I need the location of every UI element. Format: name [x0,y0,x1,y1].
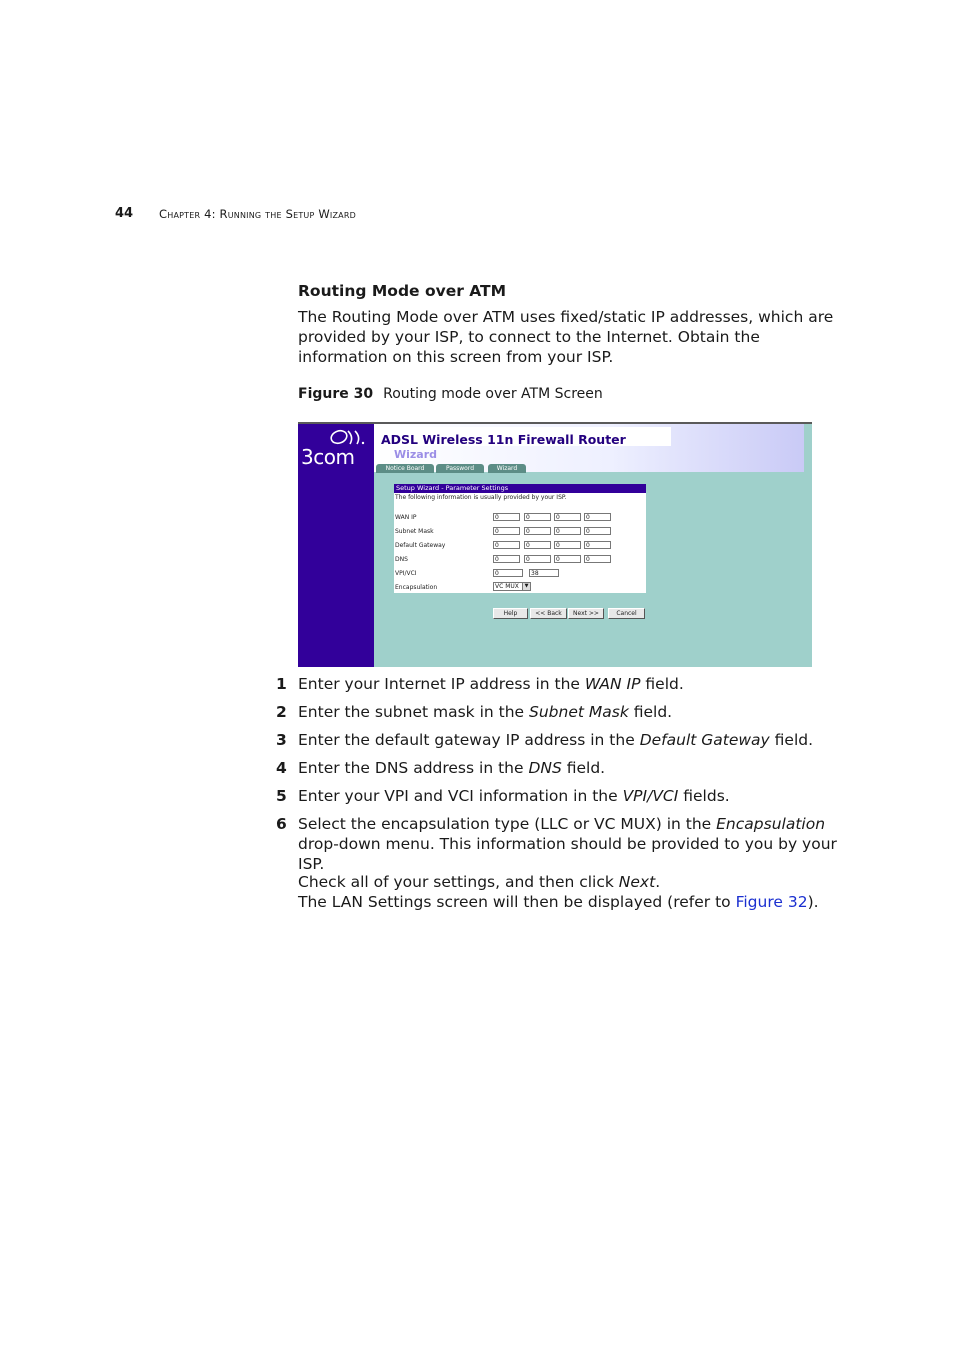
figure-caption [298,386,603,402]
step-text: Enter the subnet mask in the Subnet Mask field. [298,703,673,721]
closing-line-2: The LAN Settings screen will then be displayed (refer to Figure 32). [298,893,819,911]
subnet-mask-label: Subnet Mask [395,528,434,535]
logo-swirl-icon [328,428,366,446]
step-number: 1 [276,675,287,693]
step-text: Enter the default gateway IP address in the Default Gateway field. [298,731,814,749]
parameter-form [394,484,646,593]
closing-paragraph [298,872,838,912]
form-title: Setup Wizard - Parameter Settings [394,484,646,493]
help-button[interactable]: Help [493,608,528,619]
tab-password[interactable]: Password [436,464,484,473]
dns-octet-2[interactable]: 0 [524,555,551,563]
default-gateway-octet-3[interactable]: 0 [554,541,581,549]
wan-ip-label: WAN IP [395,514,417,521]
sidebar [298,424,374,667]
form-note: The following information is usually provided by your ISP. [395,494,567,501]
closing-line-1: Check all of your settings, and then click Next. [298,873,661,891]
step-text: Enter your Internet IP address in the WAN IP field. [298,675,684,693]
step-number: 3 [276,731,287,749]
dns-octet-3[interactable]: 0 [554,555,581,563]
default-gateway-octet-4[interactable]: 0 [584,541,611,549]
dns-label: DNS [395,556,408,563]
logo-3com: 3com [301,445,355,469]
vci-input[interactable]: 38 [529,569,559,577]
page-label: Wizard [394,448,438,461]
encapsulation-value: VC MUX [495,583,519,590]
dns-octet-1[interactable]: 0 [493,555,520,563]
chevron-down-icon: ▼ [522,583,530,590]
encapsulation-select[interactable] [493,582,531,591]
wan-ip-octet-4[interactable]: 0 [584,513,611,521]
product-title: ADSL Wireless 11n Firewall Router [381,432,626,447]
step-number: 5 [276,787,287,805]
tab-notice-board[interactable]: Notice Board [376,464,434,473]
encapsulation-label: Encapsulation [395,584,438,591]
running-header [159,207,356,221]
tab-wizard[interactable]: Wizard [488,464,526,473]
intro-paragraph [298,307,838,367]
intro-text: The Routing Mode over ATM uses fixed/static IP addresses, which are provided by your ISP, to connect to the Internet. Obtain the information on this screen from your ISP. [298,308,834,366]
wan-ip-octet-3[interactable]: 0 [554,513,581,521]
back-button[interactable]: << Back [530,608,567,619]
step-number: 4 [276,759,287,777]
subnet-mask-octet-1[interactable]: 0 [493,527,520,535]
cancel-button[interactable]: Cancel [608,608,645,619]
router-screenshot [298,422,812,667]
default-gateway-octet-2[interactable]: 0 [524,541,551,549]
subnet-mask-octet-2[interactable]: 0 [524,527,551,535]
step-text: Select the encapsulation type (LLC or VC MUX) in the Encapsulation drop-down menu. This information should be provided to you by your ISP. [298,815,837,873]
step-number: 6 [276,815,287,833]
wan-ip-octet-1[interactable]: 0 [493,513,520,521]
vpi-input[interactable]: 0 [493,569,523,577]
figure-32-link[interactable]: Figure 32 [735,893,808,911]
default-gateway-octet-1[interactable]: 0 [493,541,520,549]
wan-ip-octet-2[interactable]: 0 [524,513,551,521]
chapter-title: Chapter 4: Running the Setup Wizard [159,207,356,221]
figure-label: Figure 30 [298,386,374,402]
step-number: 2 [276,703,287,721]
subnet-mask-octet-3[interactable]: 0 [554,527,581,535]
page-number: 44 [115,206,134,221]
subnet-mask-octet-4[interactable]: 0 [584,527,611,535]
section-title: Routing Mode over ATM [298,282,507,300]
vpi-vci-label: VPI/VCI [395,570,417,577]
dns-octet-4[interactable]: 0 [584,555,611,563]
figure-caption-text: Routing mode over ATM Screen [383,386,603,402]
step-text: Enter the DNS address in the DNS field. [298,759,606,777]
next-button[interactable]: Next >> [568,608,604,619]
default-gateway-label: Default Gateway [395,542,446,549]
step-text: Enter your VPI and VCI information in the VPI/VCI fields. [298,787,730,805]
